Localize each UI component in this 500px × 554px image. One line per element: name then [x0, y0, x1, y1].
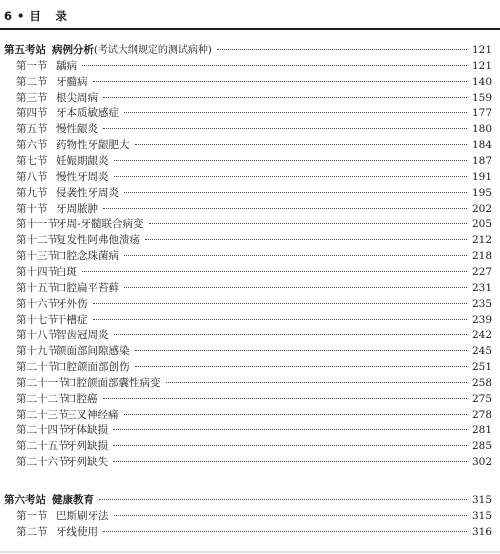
entry-number: 第二十一节: [16, 376, 69, 389]
page-header: [4, 8, 67, 24]
entry-page-number: 205: [471, 218, 492, 231]
entry-title: 牙线使用: [56, 525, 98, 538]
entry-title: 口腔颌面部创伤: [56, 361, 130, 373]
toc-entry[interactable]: [0, 138, 492, 152]
entry-page-number: 235: [471, 297, 492, 310]
dot-leader: [113, 461, 467, 462]
dot-leader: [103, 398, 467, 399]
toc-entry[interactable]: [0, 392, 492, 406]
entry-title: 牙列缺失: [66, 456, 108, 469]
dot-leader: [166, 382, 467, 383]
dot-leader: [124, 192, 467, 193]
header-title-b: 录: [55, 9, 68, 23]
toc-entry[interactable]: [0, 186, 492, 200]
entry-number: 第四节: [16, 107, 48, 120]
section-page-number: 315: [471, 494, 492, 506]
toc-entry[interactable]: [0, 408, 492, 422]
entry-title: 龋病: [56, 59, 77, 72]
entry-page-number: 239: [471, 313, 492, 326]
dot-leader: [113, 445, 467, 446]
entry-page-number: 316: [471, 525, 492, 538]
entry-title: 三叉神经痛: [66, 408, 119, 421]
dot-leader: [149, 223, 467, 224]
entry-number: 第三节: [16, 91, 48, 104]
entry-number: 第二十四节: [16, 424, 69, 437]
entry-number: 第二十五节: [16, 440, 69, 453]
entry-number: 第七节: [16, 154, 48, 167]
toc-entry[interactable]: [0, 439, 492, 453]
toc-entry[interactable]: [0, 328, 492, 342]
toc-entry[interactable]: [0, 170, 492, 184]
entry-number: 第十六节: [16, 297, 58, 310]
toc-entry[interactable]: [0, 202, 492, 216]
toc-entry[interactable]: [0, 525, 492, 539]
entry-number: 第十七节: [16, 313, 58, 326]
entry-title: 慢性龈炎: [56, 123, 98, 136]
entry-page-number: 180: [471, 123, 492, 136]
dot-leader: [124, 414, 467, 415]
dot-leader: [135, 144, 467, 145]
dot-leader: [114, 160, 467, 161]
entry-title: 牙列缺损: [66, 440, 108, 453]
entry-number: 第十一节: [16, 218, 58, 231]
dot-leader: [103, 97, 467, 98]
section-page-number: 121: [471, 44, 492, 56]
toc-entry[interactable]: [0, 91, 492, 105]
toc-entry[interactable]: [0, 509, 492, 523]
header-page-number: 6: [4, 9, 13, 23]
toc-entry[interactable]: [0, 154, 492, 168]
entry-title: 药物性牙龈肥大: [56, 139, 130, 152]
toc-entry[interactable]: [0, 313, 492, 327]
entry-title: 口腔癌: [66, 392, 98, 405]
entry-number: 第一节: [16, 509, 48, 522]
entry-page-number: 140: [471, 75, 492, 88]
entry-title: 牙髓病: [56, 75, 88, 88]
section-label: 第六考站: [4, 494, 46, 506]
entry-number: 第五节: [16, 123, 48, 136]
entry-page-number: 227: [471, 265, 492, 278]
entry-title: 牙周脓肿: [56, 202, 98, 215]
section-heading[interactable]: [0, 493, 492, 507]
toc-entry[interactable]: [0, 59, 492, 73]
entry-number: 第十九节: [16, 345, 58, 358]
entry-number: 第二十六节: [16, 456, 69, 469]
entry-page-number: 242: [471, 329, 492, 342]
entry-page-number: 285: [471, 440, 492, 453]
entry-page-number: 184: [471, 139, 492, 152]
entry-number: 第十二节: [16, 234, 58, 247]
entry-number: 第二节: [16, 75, 48, 88]
entry-page-number: 195: [471, 186, 492, 199]
entry-title: 牙体缺损: [66, 424, 108, 437]
entry-number: 第二十节: [16, 361, 58, 373]
toc-entry[interactable]: [0, 344, 492, 358]
entry-title: 牙周-牙髓联合病变: [56, 218, 144, 231]
entry-title: 巴斯刷牙法: [56, 509, 109, 522]
entry-title: 慢性牙周炎: [56, 170, 109, 183]
dot-leader: [114, 334, 467, 335]
toc-entry[interactable]: [0, 281, 492, 295]
dot-leader: [113, 429, 467, 430]
toc-entry[interactable]: [0, 122, 492, 136]
section-label: 第五考站: [4, 44, 46, 56]
entry-page-number: 231: [471, 281, 492, 294]
toc-entry[interactable]: [0, 376, 492, 390]
entry-title: 口腔颌面部囊性病变: [66, 376, 161, 389]
toc-entry[interactable]: [0, 75, 492, 89]
dot-leader: [124, 255, 467, 256]
entry-page-number: 302: [471, 456, 492, 469]
entry-page-number: 191: [471, 170, 492, 183]
dot-leader: [103, 128, 467, 129]
entry-page-number: 275: [471, 392, 492, 405]
dot-leader: [135, 350, 467, 351]
header-rule: [0, 28, 500, 30]
entry-title: 口腔扁平苔藓: [56, 281, 119, 294]
entry-number: 第一节: [16, 59, 48, 72]
entry-page-number: 245: [471, 345, 492, 358]
toc-entry[interactable]: [0, 423, 492, 437]
entry-number: 第八节: [16, 170, 48, 183]
entry-page-number: 159: [471, 91, 492, 104]
entry-number: 第六节: [16, 139, 48, 152]
entry-page-number: 218: [471, 250, 492, 262]
section-heading[interactable]: [0, 43, 492, 57]
entry-number: 第十三节: [16, 250, 58, 262]
entry-title: 颌面部间隙感染: [56, 345, 130, 358]
entry-page-number: 281: [471, 424, 492, 437]
entry-number: 第二十三节: [16, 408, 69, 421]
dot-leader: [135, 366, 467, 367]
entry-title: 复发性阿弗他溃疡: [56, 234, 140, 247]
entry-title: 智齿冠周炎: [56, 329, 109, 342]
entry-page-number: 258: [471, 376, 492, 389]
entry-title: 根尖周病: [56, 91, 98, 104]
entry-page-number: 212: [471, 234, 492, 247]
entry-title: 口腔念珠菌病: [56, 250, 119, 262]
entry-page-number: 187: [471, 154, 492, 167]
section-title: 病例分析: [52, 44, 94, 56]
dot-leader: [82, 271, 467, 272]
dot-leader: [114, 515, 467, 516]
dot-leader: [145, 239, 467, 240]
entry-page-number: 315: [471, 509, 492, 522]
entry-title: 牙本质敏感症: [56, 107, 119, 120]
toc-entry[interactable]: [0, 249, 492, 263]
dot-leader: [93, 303, 467, 304]
dot-leader: [82, 65, 467, 66]
toc-entry[interactable]: [0, 106, 492, 120]
entry-title: 牙外伤: [56, 297, 88, 310]
dot-leader: [217, 49, 467, 50]
toc-entry[interactable]: [0, 265, 492, 279]
entry-title: 侵袭性牙周炎: [56, 186, 119, 199]
entry-number: 第十节: [16, 202, 48, 215]
toc-entry[interactable]: [0, 297, 492, 311]
dot-leader: [103, 208, 467, 209]
entry-title: 白斑: [56, 265, 77, 278]
toc-entry[interactable]: [0, 233, 492, 247]
entry-title: 妊娠期龈炎: [56, 154, 109, 167]
toc-entry[interactable]: [0, 217, 492, 231]
toc-entry[interactable]: [0, 455, 492, 469]
entry-page-number: 177: [471, 107, 492, 120]
section-title: 健康教育: [52, 494, 94, 506]
header-title-a: 目: [29, 9, 42, 23]
toc-entry[interactable]: [0, 360, 492, 374]
entry-number: 第十五节: [16, 281, 58, 294]
entry-number: 第二十二节: [16, 392, 69, 405]
dot-leader: [124, 287, 467, 288]
entry-page-number: 121: [471, 59, 492, 72]
entry-title: 干槽症: [56, 313, 88, 326]
entry-page-number: 251: [471, 361, 492, 373]
dot-leader: [114, 176, 467, 177]
entry-number: 第十四节: [16, 265, 58, 278]
entry-number: 第十八节: [16, 329, 58, 342]
dot-leader: [93, 319, 467, 320]
entry-number: 第九节: [16, 186, 48, 199]
header-bullet: •: [17, 9, 25, 23]
dot-leader: [103, 531, 467, 532]
footer-rule: [0, 551, 500, 553]
dot-leader: [93, 81, 467, 82]
section-note: (考试大纲规定的测试病种): [94, 45, 212, 56]
entry-page-number: 202: [471, 202, 492, 215]
dot-leader: [99, 499, 467, 500]
entry-number: 第二节: [16, 525, 48, 538]
entry-page-number: 278: [471, 408, 492, 421]
dot-leader: [124, 112, 467, 113]
